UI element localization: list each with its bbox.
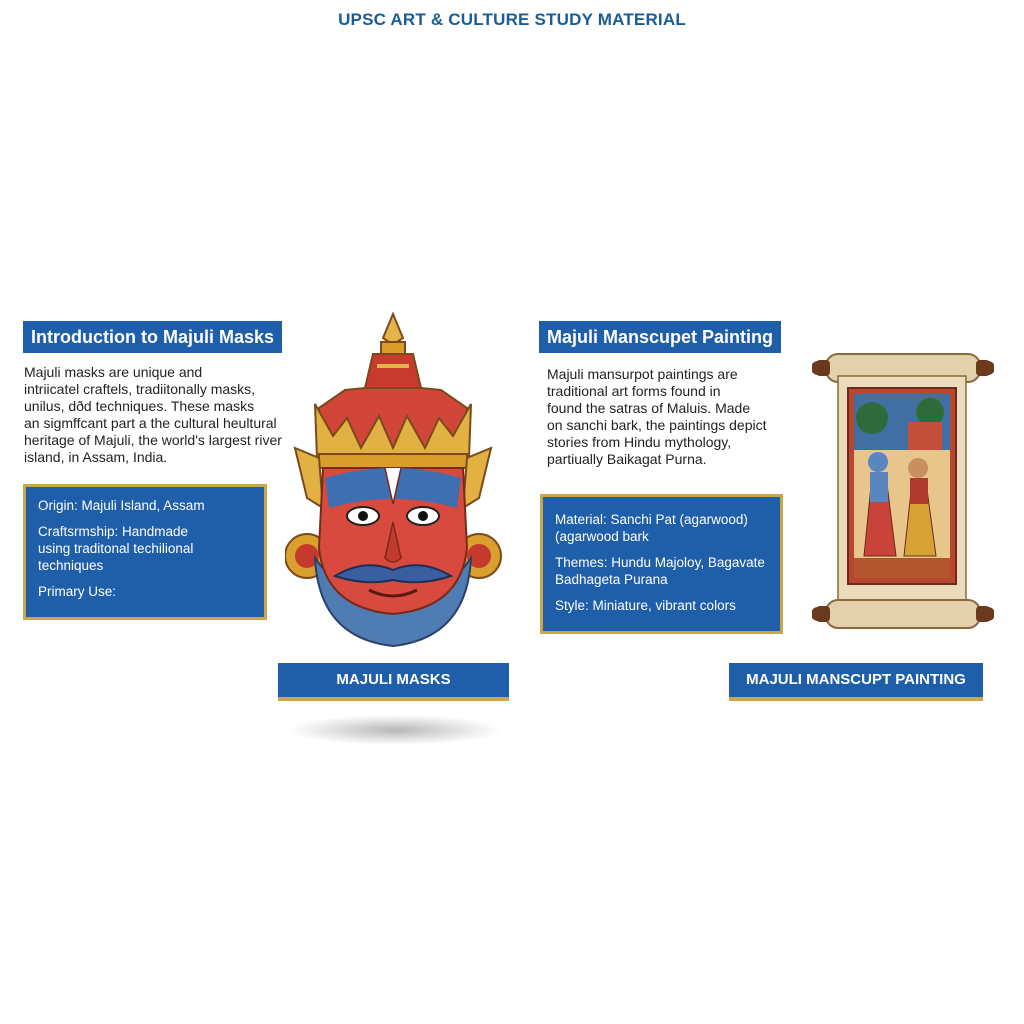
masks-description-line: Majuli masks are unique and: [24, 364, 203, 380]
scroll-painting-illustration: [812, 346, 994, 636]
masks-description-line: unilus, dðd techniques. These masks: [24, 398, 255, 414]
painting-material-line: (agarwood bark: [555, 529, 649, 544]
page-title: UPSC ART & CULTURE STUDY MATERIAL: [338, 10, 686, 29]
masks-label-banner: MAJULI MASKS: [278, 663, 509, 701]
masks-craftsmanship-line: techniques: [38, 558, 104, 573]
painting-description-line: Majuli mansurpot paintings are: [547, 366, 738, 382]
painting-style: Style: Miniature, vibrant colors: [555, 598, 736, 613]
painting-themes-line: Themes: Hundu Majoloy, Bagavate: [555, 555, 765, 570]
painting-material: [555, 511, 768, 545]
painting-label-banner: MAJULI MANSCUPT PAINTING: [729, 663, 983, 701]
masks-description-line: intriicatel craftels, tradiitonally masks,: [24, 381, 256, 397]
painting-heading: Majuli Manscupet Painting: [539, 321, 781, 353]
painting-description-line: on sanchi bark, the paintings depict: [547, 417, 767, 433]
masks-description-line: an sigmffcant part a the cultural heultural: [24, 415, 277, 431]
painting-themes-line: Badhageta Purana: [555, 572, 668, 587]
masks-craftsmanship: [38, 523, 252, 574]
painting-info-box: [540, 494, 783, 634]
painting-description: [547, 366, 797, 468]
masks-origin: Origin: Majuli Island, Assam: [38, 498, 205, 513]
mask-shadow: [290, 715, 500, 745]
masks-craftsmanship-line: using traditonal techilional: [38, 541, 194, 556]
painting-description-line: partiually Baikagat Purna.: [547, 451, 707, 467]
painting-material-line: Material: Sanchi Pat (agarwood): [555, 512, 748, 527]
painting-description-line: stories from Hindu mythology,: [547, 434, 732, 450]
masks-description: [24, 364, 299, 466]
masks-heading: Introduction to Majuli Masks: [23, 321, 282, 353]
painting-description-line: traditional art forms found in: [547, 383, 721, 399]
painting-themes: [555, 554, 768, 588]
painting-description-line: found the satras of Maluis. Made: [547, 400, 751, 416]
masks-info-box: [23, 484, 267, 620]
masks-craftsmanship-line: Craftsrmship: Handmade: [38, 524, 189, 539]
masks-description-line: heritage of Majuli, the world's largest river: [24, 432, 282, 448]
masks-primary-use: Primary Use:: [38, 584, 117, 599]
majuli-mask-illustration: [285, 308, 505, 653]
masks-description-line: island, in Assam, India.: [24, 449, 168, 465]
